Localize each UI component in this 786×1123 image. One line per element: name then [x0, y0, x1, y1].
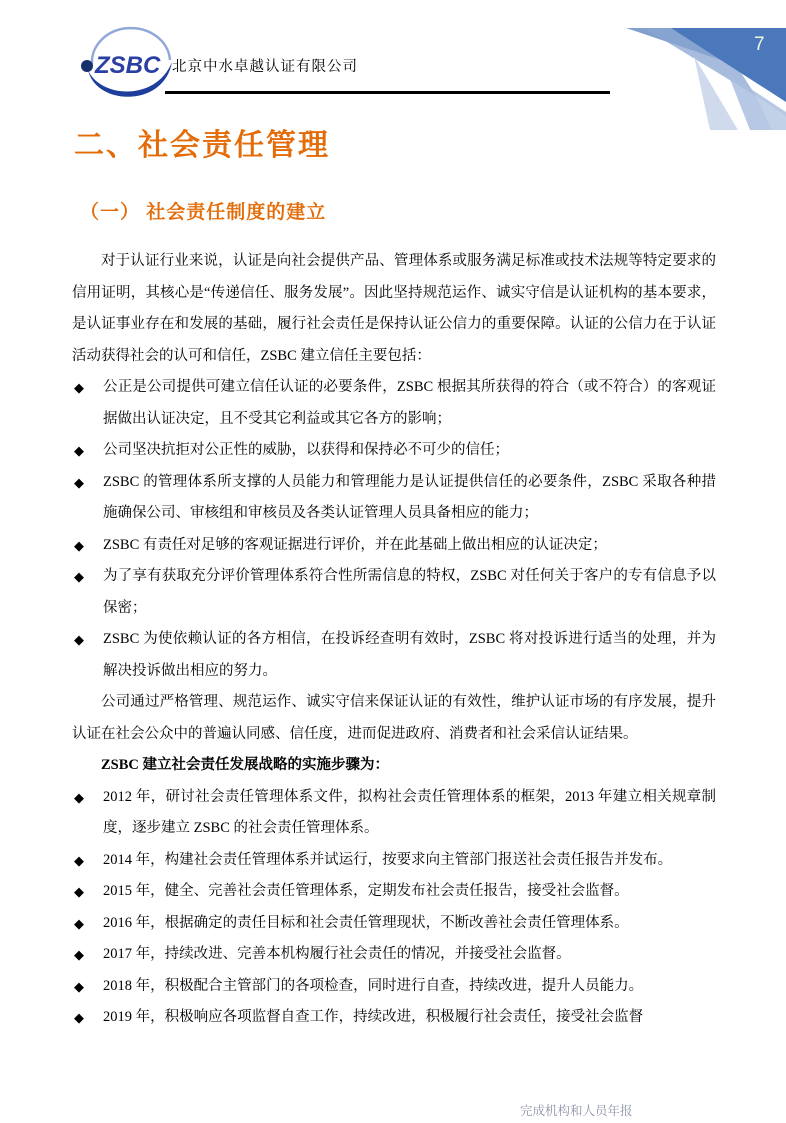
diamond-bullet-icon: ◆ — [74, 632, 84, 647]
list-item — [72, 372, 716, 435]
diamond-bullet-icon: ◆ — [74, 569, 84, 584]
company-name: 北京中水卓越认证有限公司 — [172, 59, 358, 75]
list-item — [72, 561, 716, 624]
diamond-bullet-icon: ◆ — [74, 1010, 84, 1025]
footer-text: 完成机构和人员年报 — [520, 1104, 633, 1118]
list-item-text: ZSBC 为使依赖认证的各方相信，在投诉经查明有效时，ZSBC 将对投诉进行适当的处理，并为解决投诉做出相应的努力。 — [103, 631, 716, 679]
diamond-bullet-icon: ◆ — [74, 443, 84, 458]
list-item — [72, 530, 716, 562]
diamond-bullet-icon: ◆ — [74, 537, 84, 553]
diamond-bullet-icon: ◆ — [74, 884, 84, 899]
header-rule — [165, 91, 610, 94]
list-item — [72, 876, 716, 908]
steps-bullet-list — [72, 782, 716, 1034]
list-item-text: ZSBC 有责任对足够的客观证据进行评价，并在此基础上做出相应的认证决定； — [103, 536, 607, 553]
diamond-bullet-icon: ◆ — [74, 978, 84, 994]
list-item — [72, 624, 716, 687]
trust-bullet-list — [72, 372, 716, 687]
list-item-text: ZSBC 的管理体系所支撑的人员能力和管理能力是认证提供信任的必要条件，ZSBC 采取各种措施确保公司、审核组和审核员及各类认证管理人员具备相应的能力； — [103, 473, 716, 521]
diamond-bullet-icon: ◆ — [74, 852, 84, 868]
list-item — [72, 435, 716, 467]
list-item-text: 2017 年，持续改进、完善本机构履行社会责任的情况，并接受社会监督。 — [103, 946, 571, 962]
page-header — [0, 0, 786, 110]
list-item-text: 2014 年，构建社会责任管理体系并试运行，按要求向主管部门报送社会责任报告并发布。 — [103, 851, 673, 868]
list-item-text: 2019 年，积极响应各项监督自查工作，持续改进，积极履行社会责任，接受社会监督 — [103, 1009, 644, 1025]
list-item — [72, 782, 716, 845]
page-number: 7 — [754, 34, 765, 55]
list-item — [72, 1002, 716, 1034]
list-item-text: 公司坚决抗拒对公正性的威胁，以获得和保持必不可少的信任； — [103, 442, 509, 458]
diamond-bullet-icon: ◆ — [74, 947, 84, 962]
body-content — [72, 246, 716, 1034]
diamond-bullet-icon: ◆ — [74, 380, 84, 395]
diamond-bullet-icon: ◆ — [74, 474, 84, 490]
list-item — [72, 467, 716, 530]
list-item-text: 2018 年，积极配合主管部门的各项检查，同时进行自查，持续改进，提升人员能力。 — [103, 977, 644, 994]
list-item-text: 2016 年，根据确定的责任目标和社会责任管理现状，不断改善社会责任管理体系。 — [103, 914, 629, 931]
list-item — [72, 908, 716, 940]
paragraph-summary: 公司通过严格管理、规范运作、诚实守信来保证认证的有效性，维护认证市场的有序发展，提升认证在社会公众中的普遍认同感、信任度，进而促进政府、消费者和社会采信认证结果。 — [72, 694, 716, 742]
list-item — [72, 971, 716, 1003]
steps-title: ZSBC 建立社会责任发展战略的实施步骤为： — [101, 757, 390, 773]
section-title: 二、社会责任管理 — [74, 129, 330, 162]
subsection-title: （一） 社会责任制度的建立 — [80, 202, 327, 223]
list-item-text: 为了享有获取充分评价管理体系符合性所需信息的特权，ZSBC 对任何关于客户的专有信息予以保密； — [103, 568, 716, 616]
logo-wordmark: ZSBC — [95, 52, 161, 79]
paragraph-intro: 对于认证行业来说，认证是向社会提供产品、管理体系或服务满足标准或技术法规等特定要求的信用证明，其核心是“传递信任、服务发展”。因此坚持规范运作、诚实守信是认证机构的基本要求，是认证事业存在和发展的基础，履行社会责任是保持认证公信力的重要保障。认证的公信力在于认证活动获得社会的认可和信任，ZSBC 建立信任主要包括： — [72, 253, 716, 364]
list-item-text: 2015 年，健全、完善社会责任管理体系，定期发布社会责任报告，接受社会监督。 — [103, 883, 629, 899]
diamond-bullet-icon: ◆ — [74, 915, 84, 931]
list-item-text: 2012 年，研讨社会责任管理体系文件，拟构社会责任管理体系的框架，2013 年建立相关规章制度，逐步建立 ZSBC 的社会责任管理体系。 — [103, 788, 716, 836]
diamond-bullet-icon: ◆ — [74, 789, 84, 805]
list-item-text: 公正是公司提供可建立信任认证的必要条件，ZSBC 根据其所获得的符合（或不符合）的客观证据做出认证决定，且不受其它利益或其它各方的影响； — [103, 379, 716, 427]
list-item — [72, 939, 716, 971]
list-item — [72, 845, 716, 877]
